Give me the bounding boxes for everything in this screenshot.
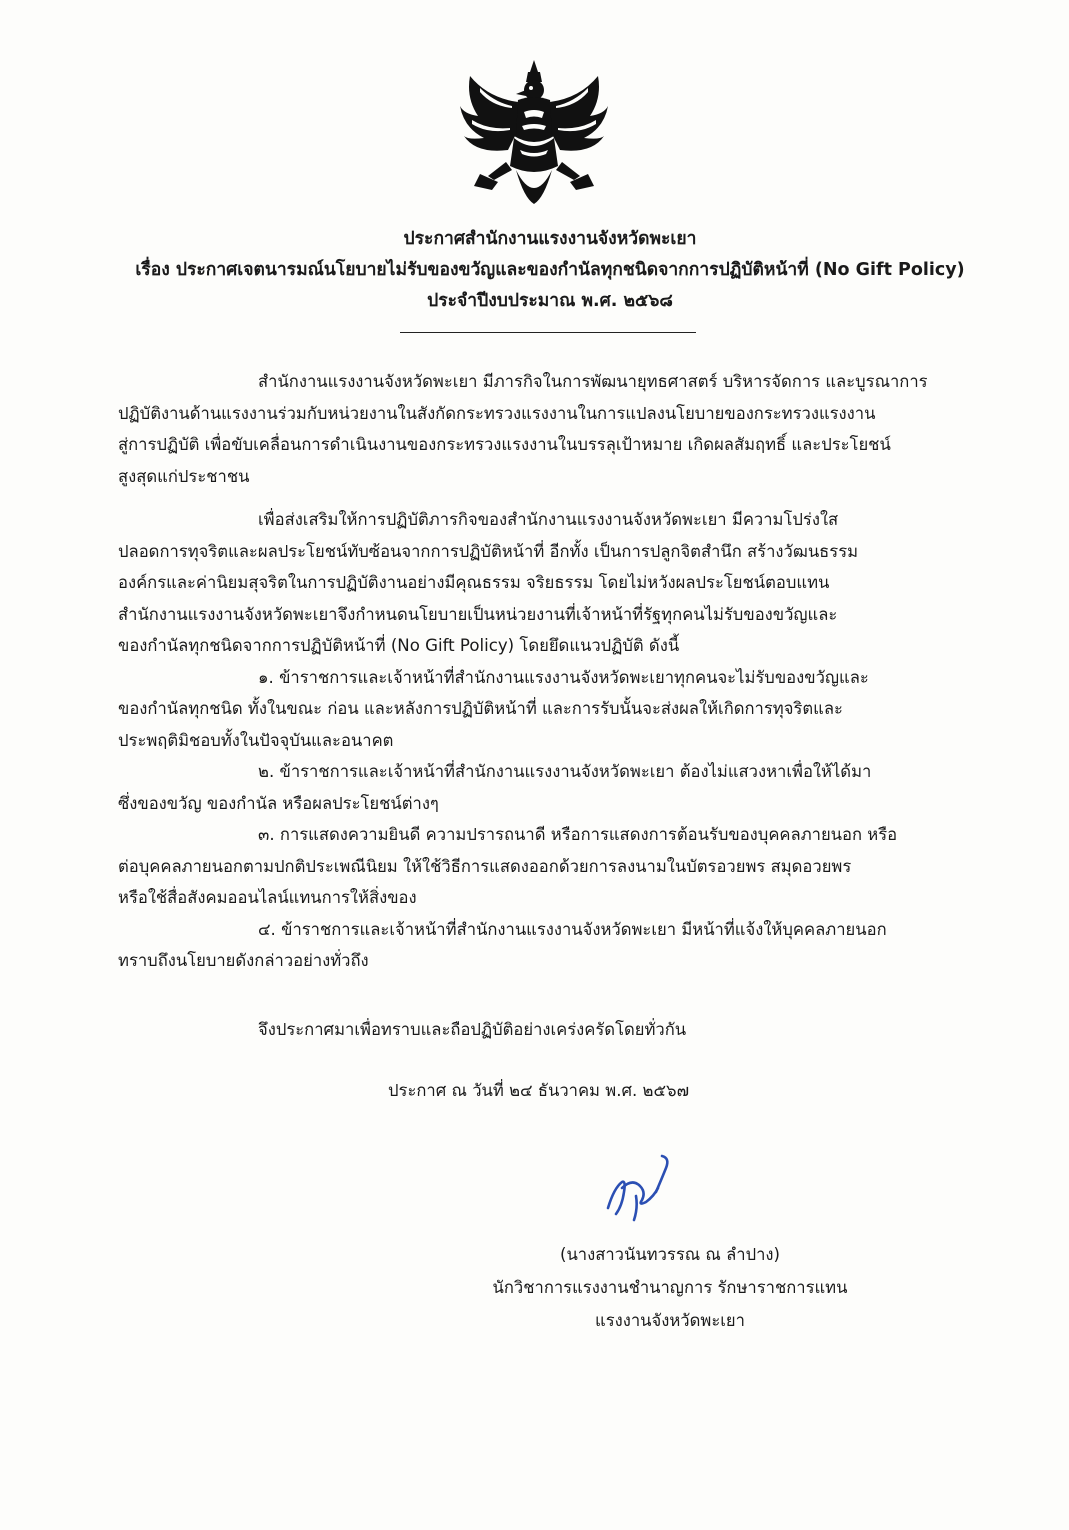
text-line: สู่การปฏิบัติ เพื่อขับเคลื่อนการดำเนินงานของกระทรวงแรงงานในบรรลุเป้าหมาย เกิดผลสัมฤทธิ์ และประโยชน์	[118, 435, 891, 454]
text-line: ปฏิบัติงานด้านแรงงานร่วมกับหน่วยงานในสังกัดกระทรวงแรงงานในการแปลงนโยบายของกระทรวงแรงงาน	[118, 403, 876, 423]
policy-item-1	[118, 662, 970, 757]
signer-name: (นางสาวนันทวรรณ ณ ลำปาง)	[559, 1245, 781, 1264]
text-line: ๒. ข้าราชการและเจ้าหน้าที่สำนักงานแรงงานจังหวัดพะเยา ต้องไม่แสวงหาเพื่อให้ได้มา	[258, 762, 872, 781]
text-line: หรือใช้สื่อสังคมออนไลน์แทนการให้สิ่งของ	[118, 888, 417, 907]
text-line: ๑. ข้าราชการและเจ้าหน้าที่สำนักงานแรงงานจังหวัดพะเยาทุกคนจะไม่รับของขวัญและ	[258, 667, 869, 687]
heading-divider	[400, 332, 696, 333]
text-line: สำนักงานแรงงานจังหวัดพะเยาจึงกำหนดนโยบายเป็นหน่วยงานที่เจ้าหน้าที่รัฐทุกคนไม่รับของขวัญและ	[118, 604, 838, 624]
closing-statement: จึงประกาศมาเพื่อทราบและถือปฏิบัติอย่างเคร่งครัดโดยทั่วกัน	[258, 1020, 687, 1039]
text-line: ซึ่งของขวัญ ของกำนัล หรือผลประโยชน์ต่างๆ	[118, 793, 439, 813]
text-line: ของกำนัลทุกชนิด ทั้งในขณะ ก่อน และหลังการปฏิบัติหน้าที่ และการรับนั้นจะส่งผลให้เกิดการทุจริตและ	[118, 699, 843, 718]
signature-icon	[596, 1148, 676, 1228]
paragraph-policy-intro	[118, 504, 970, 662]
policy-item-4	[118, 914, 970, 977]
heading-subject: เรื่อง ประกาศเจตนารมณ์นโยบายไม่รับของขวัญและของกำนัลทุกชนิดจากการปฏิบัติหน้าที่ (No Gift Policy)	[135, 260, 965, 280]
text-line: ปลอดการทุจริตและผลประโยชน์ทับซ้อนจากการปฏิบัติหน้าที่ อีกทั้ง เป็นการปลูกจิตสำนึก สร้างวัฒนธรรม	[118, 541, 859, 561]
heading-issuer: ประกาศสำนักงานแรงงานจังหวัดพะเยา	[403, 229, 697, 249]
announcement-body	[118, 366, 970, 977]
text-line: ต่อบุคคลภายนอกตามปกติประเพณีนิยม ให้ใช้วิธีการแสดงออกด้วยการลงนามในบัตรอวยพร สมุดอวยพร	[118, 856, 852, 876]
signer-position: นักวิชาการแรงงานชำนาญการ รักษาราชการแทน	[492, 1278, 848, 1297]
heading-fiscal-year: ประจำปีงบประมาณ พ.ศ. ๒๕๖๘	[427, 291, 673, 311]
policy-item-3	[118, 819, 970, 914]
text-line: ประพฤติมิชอบทั้งในปัจจุบันและอนาคต	[118, 730, 394, 750]
text-line: ทราบถึงนโยบายดังกล่าวอย่างทั่วถึง	[118, 951, 369, 970]
policy-item-2	[118, 756, 970, 819]
text-line: สำนักงานแรงงานจังหวัดพะเยา มีภารกิจในการพัฒนายุทธศาสตร์ บริหารจัดการ และบูรณาการ	[258, 372, 928, 391]
garuda-emblem-icon	[458, 58, 610, 208]
text-line: ๓. การแสดงความยินดี ความปรารถนาดี หรือการแสดงการต้อนรับของบุคคลภายนอก หรือ	[258, 825, 898, 844]
text-line: สูงสุดแก่ประชาชน	[118, 466, 250, 486]
announcement-date: ประกาศ ณ วันที่ ๒๔ ธันวาคม พ.ศ. ๒๕๖๗	[388, 1081, 690, 1100]
text-line: องค์กรและค่านิยมสุจริตในการปฏิบัติงานอย่างมีคุณธรรม จริยธรรม โดยไม่หวังผลประโยชน์ตอบแทน	[118, 573, 830, 592]
text-line: ๔. ข้าราชการและเจ้าหน้าที่สำนักงานแรงงานจังหวัดพะเยา มีหน้าที่แจ้งให้บุคคลภายนอก	[258, 919, 887, 939]
paragraph-mission	[118, 366, 970, 492]
text-line: ของกำนัลทุกชนิดจากการปฏิบัติหน้าที่ (No Gift Policy) โดยยึดแนวปฏิบัติ ดังนี้	[118, 636, 680, 655]
announcement-heading	[60, 224, 1040, 317]
signer-block	[420, 1238, 920, 1337]
text-line: เพื่อส่งเสริมให้การปฏิบัติภารกิจของสำนักงานแรงงานจังหวัดพะเยา มีความโปร่งใส	[258, 510, 839, 529]
signer-office: แรงงานจังหวัดพะเยา	[595, 1311, 745, 1330]
